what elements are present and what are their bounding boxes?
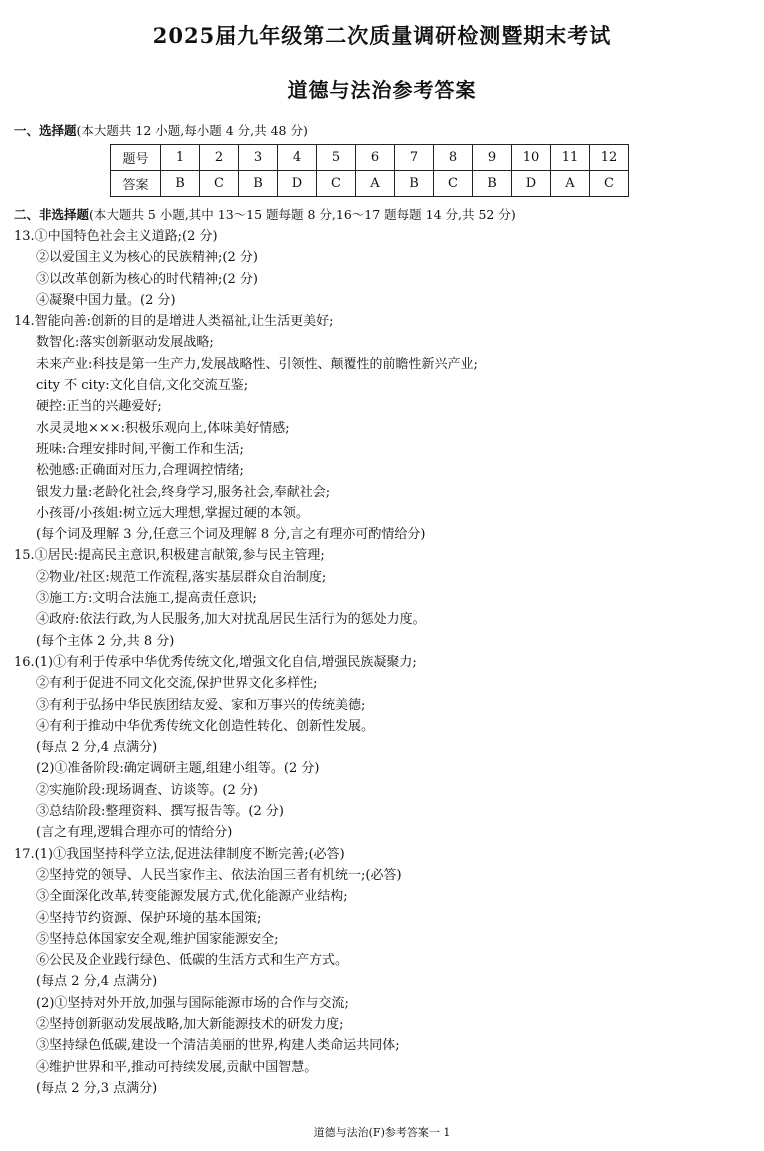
- answer-line: ②以爱国主义为核心的民族精神;(2 分): [36, 250, 258, 266]
- answer-line: 水灵灵地×××:积极乐观向上,体味美好情感;: [36, 420, 290, 436]
- answer-line: ②坚持创新驱动发展战略,加大新能源技术的研发力度;: [36, 1016, 344, 1032]
- question-number-cell: 10: [512, 145, 551, 171]
- question-number-cell: 7: [395, 145, 434, 171]
- question-number-cell: 11: [551, 145, 590, 171]
- answer-table: [110, 144, 629, 197]
- answer-line: ③有利于弘扬中华民族团结友爱、家和万事兴的传统美德;: [36, 697, 366, 713]
- answer-line: ③全面深化改革,转变能源发展方式,优化能源产业结构;: [36, 889, 348, 905]
- answer-line: 银发力量:老龄化社会,终身学习,服务社会,奉献社会;: [36, 484, 331, 500]
- question-number-row: [111, 145, 629, 171]
- section-2-note: (本大题共 5 小题,其中 13～15 题每题 8 分,16～17 题每题 14 分,共 52 分): [89, 207, 516, 222]
- page-subtitle: 道德与法治参考答案: [287, 78, 477, 102]
- answer-line: 17.(1)①我国坚持科学立法,促进法律制度不断完善;(必答): [14, 846, 345, 862]
- question-number-cell: 3: [239, 145, 278, 171]
- answer-line: 16.(1)①有利于传承中华优秀传统文化,增强文化自信,增强民族凝聚力;: [14, 654, 417, 670]
- answer-line: ④坚持节约资源、保护环境的基本国策;: [36, 910, 262, 926]
- answer-line: ④维护世界和平,推动可持续发展,贡献中国智慧。: [36, 1059, 318, 1075]
- answer-line: (2)①准备阶段:确定调研主题,组建小组等。(2 分): [36, 761, 320, 777]
- answer-header: 答案: [111, 171, 161, 197]
- answer-line: ③坚持绿色低碳,建设一个清洁美丽的世界,构建人类命运共同体;: [36, 1038, 400, 1054]
- answer-line: (每个词及理解 3 分,任意三个词及理解 8 分,言之有理亦可酌情给分): [36, 527, 426, 543]
- answer-line: ②有利于促进不同文化交流,保护世界文化多样性;: [36, 676, 318, 692]
- page-footer: 道德与法治(F)参考答案一 1: [313, 1126, 451, 1139]
- answer-lines: [14, 226, 754, 1099]
- question-number-header: 题号: [111, 145, 161, 171]
- question-number-cell: 2: [200, 145, 239, 171]
- question-number-cell: 4: [278, 145, 317, 171]
- section-1-label: 一、选择题: [14, 123, 77, 138]
- answer-cell: C: [434, 171, 473, 197]
- section-1-note: (本大题共 12 小题,每小题 4 分,共 48 分): [76, 123, 308, 138]
- answer-line: 未来产业:科技是第一生产力,发展战略性、引领性、颠覆性的前瞻性新兴产业;: [36, 356, 478, 372]
- answer-cell: A: [356, 171, 395, 197]
- question-number-cell: 6: [356, 145, 395, 171]
- answer-cell: C: [590, 171, 629, 197]
- answer-line: ③施工方:文明合法施工,提高责任意识;: [36, 591, 257, 607]
- answer-cell: B: [473, 171, 512, 197]
- answer-line: (每点 2 分,3 点满分): [36, 1080, 158, 1096]
- answer-cell: B: [395, 171, 434, 197]
- answer-row: [111, 171, 629, 197]
- answer-line: ④有利于推动中华优秀传统文化创造性转化、创新性发展。: [36, 718, 375, 734]
- answer-line: ②实施阶段:现场调查、访谈等。(2 分): [36, 782, 258, 798]
- section-2-heading: [14, 205, 516, 223]
- answer-line: 13.①中国特色社会主义道路;(2 分): [14, 229, 218, 244]
- answer-line: 14.智能向善:创新的目的是增进人类福祉,让生活更美好;: [14, 314, 334, 330]
- question-number-cell: 12: [590, 145, 629, 171]
- question-number-cell: 5: [317, 145, 356, 171]
- answer-cell: C: [200, 171, 239, 197]
- answer-line: ③以改革创新为核心的时代精神;(2 分): [36, 271, 258, 287]
- answer-cell: D: [278, 171, 317, 197]
- answer-line: (言之有理,逻辑合理亦可的情给分): [36, 825, 233, 841]
- answer-line: (2)①坚持对外开放,加强与国际能源市场的合作与交流;: [36, 995, 349, 1011]
- answer-line: 硬控:正当的兴趣爱好;: [36, 399, 162, 415]
- answer-cell: B: [239, 171, 278, 197]
- section-1-heading: [14, 121, 308, 139]
- answer-cell: A: [551, 171, 590, 197]
- answer-line: ④政府:依法行政,为人民服务,加大对扰乱居民生活行为的惩处力度。: [36, 612, 426, 628]
- answer-line: 15.①居民:提高民主意识,积极建言献策,参与民主管理;: [14, 548, 325, 564]
- answer-cell: D: [512, 171, 551, 197]
- answer-line: 松弛感:正确面对压力,合理调控情绪;: [36, 463, 244, 479]
- answer-line: 数智化:落实创新驱动发展战略;: [36, 335, 214, 351]
- answer-line: (每点 2 分,4 点满分): [36, 974, 158, 990]
- section-2-label: 二、非选择题: [14, 207, 90, 222]
- answer-line: ②坚持党的领导、人民当家作主、依法治国三者有机统一;(必答): [36, 867, 402, 883]
- answer-line: ③总结阶段:整理资料、撰写报告等。(2 分): [36, 804, 284, 820]
- answer-line: (每个主体 2 分,共 8 分): [36, 633, 175, 649]
- question-number-cell: 8: [434, 145, 473, 171]
- answer-cell: C: [317, 171, 356, 197]
- answer-line: (每点 2 分,4 点满分): [36, 740, 158, 756]
- page-title: 2025届九年级第二次质量调研检测暨期末考试: [152, 23, 612, 48]
- answer-line: 班味:合理安排时间,平衡工作和生活;: [36, 441, 244, 457]
- answer-line: ②物业/社区:规范工作流程,落实基层群众自治制度;: [36, 569, 327, 585]
- answer-cell: B: [161, 171, 200, 197]
- question-number-cell: 9: [473, 145, 512, 171]
- answer-line: ⑥公民及企业践行绿色、低碳的生活方式和生产方式。: [36, 953, 349, 969]
- answer-line: 小孩哥/小孩姐:树立远大理想,掌握过硬的本领。: [36, 505, 309, 521]
- answer-line: ④凝聚中国力量。(2 分): [36, 292, 176, 308]
- question-number-cell: 1: [161, 145, 200, 171]
- answer-line: city 不 city:文化自信,文化交流互鉴;: [36, 378, 249, 394]
- answer-line: ⑤坚持总体国家安全观,维护国家能源安全;: [36, 931, 279, 947]
